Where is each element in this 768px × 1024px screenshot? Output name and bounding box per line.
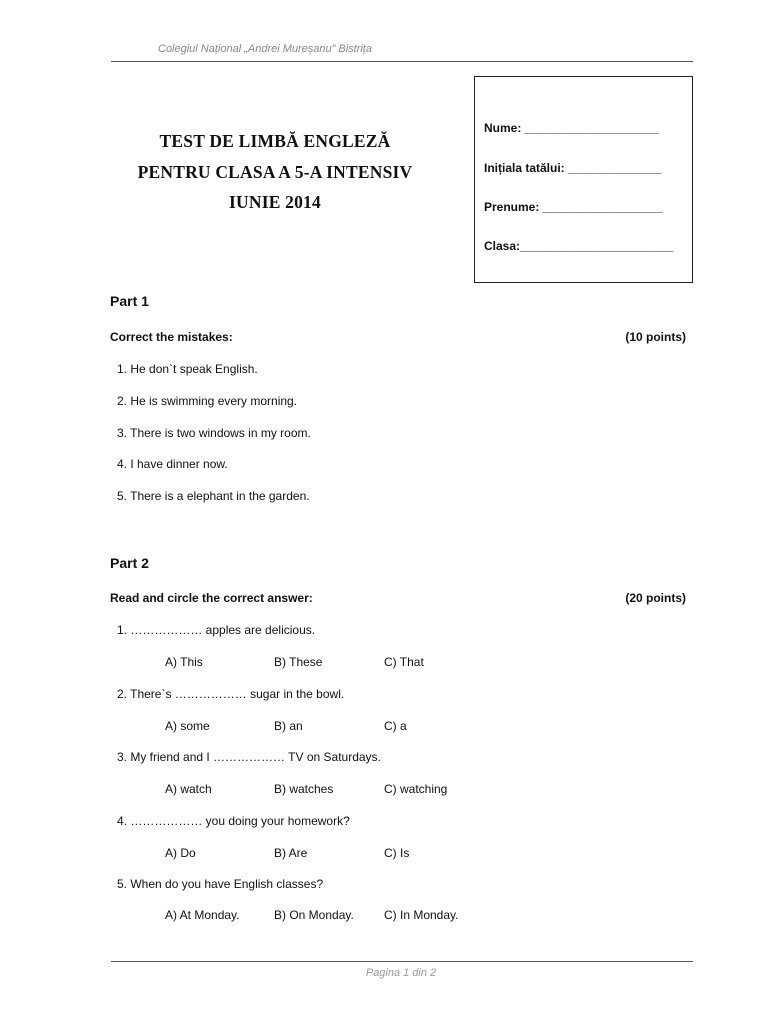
title-line-2: PENTRU CLASA A 5-A INTENSIV xyxy=(137,162,413,182)
part1-item: 3. There is two windows in my room. xyxy=(117,426,311,440)
father-initial-field[interactable]: Inițiala tatălui: ______________ xyxy=(484,161,662,175)
answer-option-c[interactable]: C) a xyxy=(384,719,407,733)
part1-item: 2. He is swimming every morning. xyxy=(117,394,298,408)
title-line-1: TEST DE LIMBĂ ENGLEZĂ xyxy=(159,131,391,151)
part1-item: 5. There is a elephant in the garden. xyxy=(117,489,310,503)
answer-option-c[interactable]: C) watching xyxy=(384,782,448,796)
page-number: Pagina 1 din 2 xyxy=(365,967,437,979)
first-name-field[interactable]: Prenume: __________________ xyxy=(484,200,663,214)
part1-item: 1. He don`t speak English. xyxy=(117,362,258,376)
answer-option-c[interactable]: C) Is xyxy=(384,846,410,860)
part2-heading: Part 2 xyxy=(110,555,149,571)
part2-question: 1. ……………… apples are delicious. xyxy=(117,623,316,637)
part1-item: 4. I have dinner now. xyxy=(117,457,228,471)
answer-option-b[interactable]: B) On Monday. xyxy=(274,908,354,922)
answer-option-a[interactable]: A) Do xyxy=(165,846,196,860)
footer-divider xyxy=(111,961,693,962)
part2-points: (20 points) xyxy=(625,591,686,605)
part1-points: (10 points) xyxy=(625,330,686,344)
part2-question: 2. There`s ……………… sugar in the bowl. xyxy=(117,687,345,701)
header-divider xyxy=(111,61,693,62)
answer-option-c[interactable]: C) That xyxy=(384,655,424,669)
class-field[interactable]: Clasa:_______________________ xyxy=(484,239,674,253)
answer-option-c[interactable]: C) In Monday. xyxy=(384,908,459,922)
answer-option-b[interactable]: B) watches xyxy=(274,782,334,796)
part1-instruction: Correct the mistakes: xyxy=(110,330,233,344)
answer-option-a[interactable]: A) This xyxy=(165,655,203,669)
part2-question: 3. My friend and I ……………… TV on Saturdays. xyxy=(117,750,381,764)
header-institution: Colegiul Național „Andrei Mureșanu” Bistrița xyxy=(158,43,372,55)
name-field[interactable]: Nume: ____________________ xyxy=(484,121,659,135)
part2-instruction: Read and circle the correct answer: xyxy=(110,591,313,605)
answer-option-a[interactable]: A) some xyxy=(165,719,210,733)
part2-question: 5. When do you have English classes? xyxy=(117,877,324,891)
answer-option-a[interactable]: A) At Monday. xyxy=(165,908,240,922)
part2-question: 4. ……………… you doing your homework? xyxy=(117,814,350,828)
answer-option-a[interactable]: A) watch xyxy=(165,782,212,796)
answer-option-b[interactable]: B) Are xyxy=(274,846,308,860)
answer-option-b[interactable]: B) an xyxy=(274,719,303,733)
part1-heading: Part 1 xyxy=(110,293,149,309)
answer-option-b[interactable]: B) These xyxy=(274,655,323,669)
title-line-3: IUNIE 2014 xyxy=(229,192,321,212)
